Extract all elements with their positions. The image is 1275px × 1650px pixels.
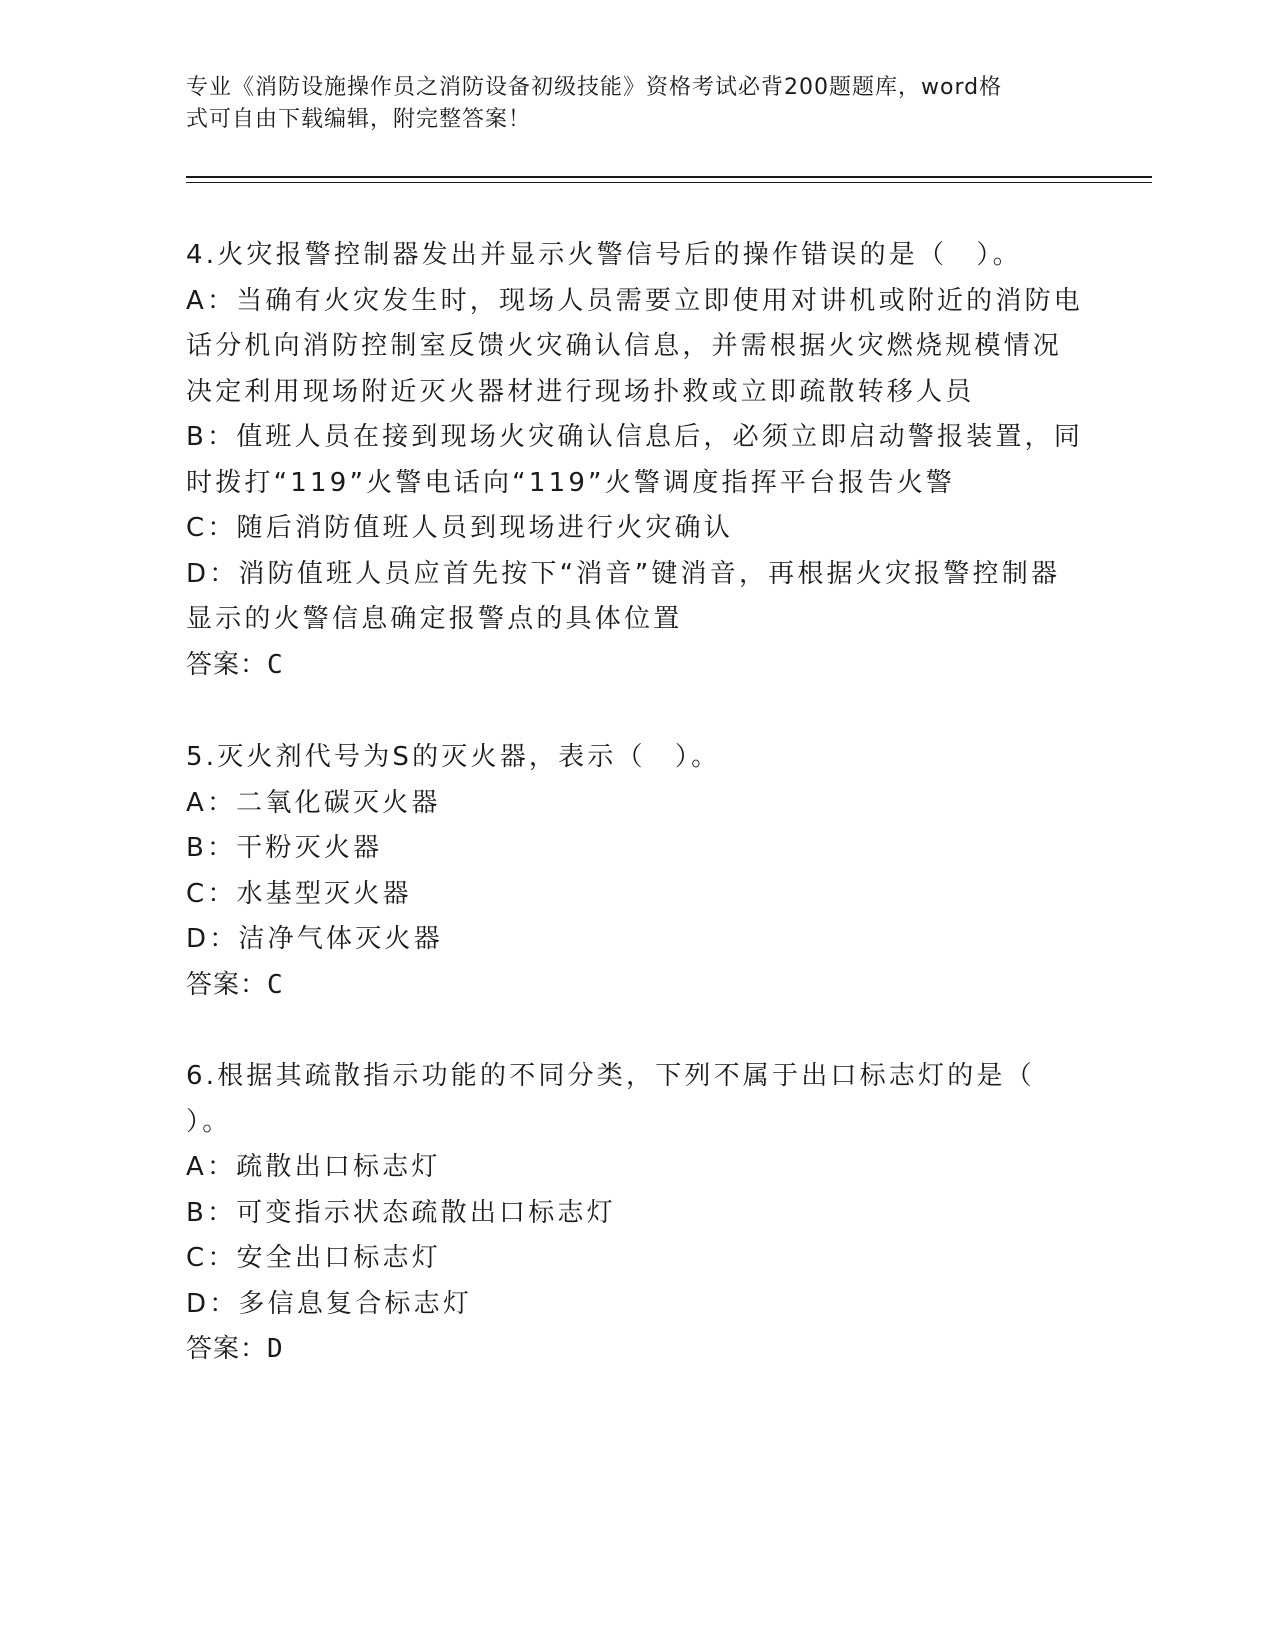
option-a: A：疏散出口标志灯 bbox=[186, 1152, 441, 1182]
answer-label: 答案： bbox=[186, 649, 268, 680]
document-header bbox=[186, 72, 1066, 136]
option-a-continued: 话分机向消防控制室反馈火灾确认信息，并需根据火灾燃烧规模情况 bbox=[186, 331, 1063, 361]
question-4 bbox=[186, 233, 1086, 688]
option-d-continued: 显示的火警信息确定报警点的具体位置 bbox=[186, 604, 683, 634]
header-line-1: 专业《消防设施操作员之消防设备初级技能》资格考试必背200题题库，word格 bbox=[186, 75, 1003, 100]
option-a-continued: 决定利用现场附近灭火器材进行现场扑救或立即疏散转移人员 bbox=[186, 376, 975, 407]
header-divider-thick bbox=[186, 176, 1152, 178]
question-6 bbox=[186, 1054, 1086, 1373]
header-divider-thin bbox=[186, 182, 1152, 183]
option-b: B：可变指示状态疏散出口标志灯 bbox=[186, 1197, 616, 1228]
answer-value: C bbox=[267, 969, 284, 1000]
option-c: C：安全出口标志灯 bbox=[186, 1243, 441, 1273]
answer-value: D bbox=[267, 1334, 284, 1364]
question-stem-continued: ）。 bbox=[186, 1106, 232, 1137]
answer-value: C bbox=[267, 649, 284, 680]
answer-line bbox=[186, 643, 1086, 689]
option-d: D：多信息复合标志灯 bbox=[186, 1288, 473, 1319]
answer-line bbox=[186, 1327, 1086, 1373]
option-c: C：随后消防值班人员到现场进行火灾确认 bbox=[186, 513, 733, 543]
option-a: A：二氧化碳灭火器 bbox=[186, 787, 441, 818]
question-5 bbox=[186, 735, 1086, 1008]
answer-label: 答案： bbox=[186, 1334, 268, 1364]
header-line-2: 式可自由下载编辑，附完整答案！ bbox=[186, 107, 532, 132]
option-b: B：干粉灭火器 bbox=[186, 833, 383, 863]
option-a: A：当确有火灾发生时，现场人员需要立即使用对讲机或附近的消防电 bbox=[186, 285, 1083, 316]
answer-label: 答案： bbox=[186, 969, 268, 1000]
option-d: D：洁净气体灭火器 bbox=[186, 924, 443, 954]
question-stem: 4.火灾报警控制器发出并显示火警信号后的操作错误的是（ ）。 bbox=[186, 240, 1022, 270]
option-d: D：消防值班人员应首先按下“消音”键消音，再根据火灾报警控制器 bbox=[186, 558, 1061, 589]
option-c: C：水基型灭火器 bbox=[186, 878, 412, 909]
answer-line bbox=[186, 963, 1086, 1009]
option-b: B：值班人员在接到现场火灾确认信息后，必须立即启动警报装置，同 bbox=[186, 422, 1084, 452]
question-stem: 6.根据其疏散指示功能的不同分类，下列不属于出口标志灯的是（ bbox=[186, 1061, 1035, 1091]
question-stem: 5.灭火剂代号为S的灭火器，表示（ ）。 bbox=[186, 742, 721, 772]
option-b-continued: 时拨打“119”火警电话向“119”火警调度指挥平台报告火警 bbox=[186, 467, 956, 498]
